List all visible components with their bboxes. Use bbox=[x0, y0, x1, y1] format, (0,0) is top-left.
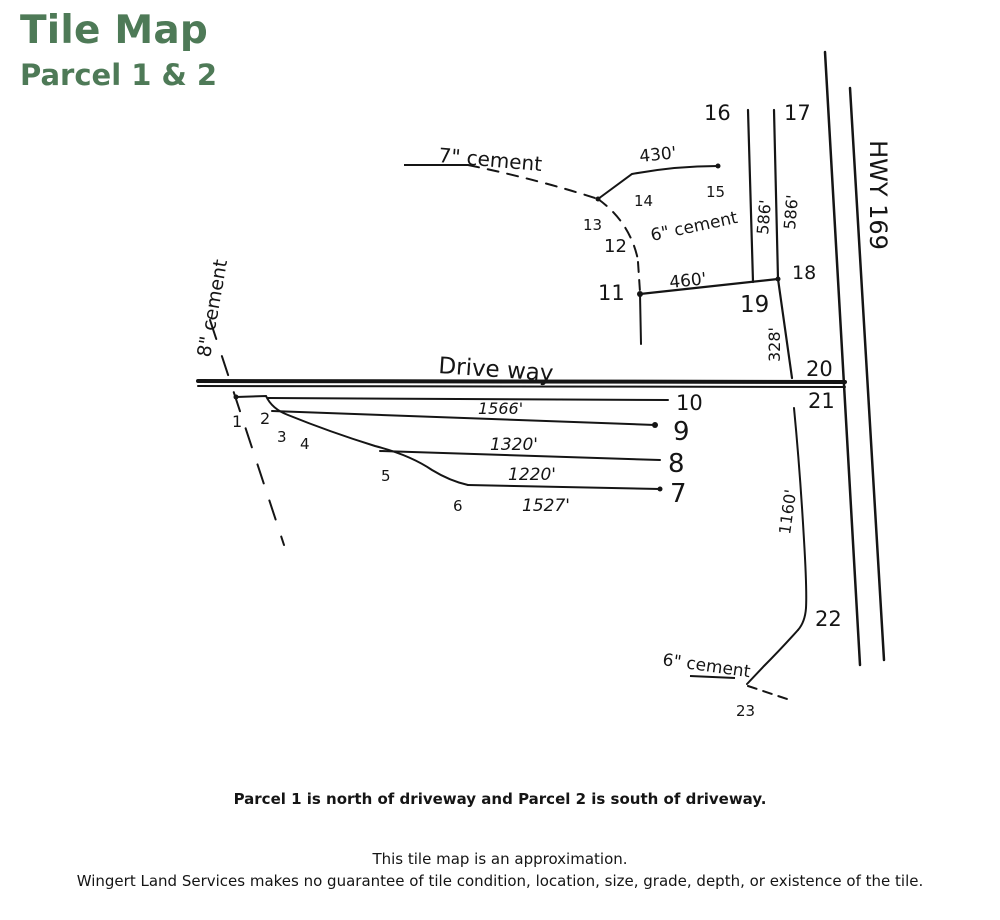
point-label-1: 1 bbox=[232, 412, 243, 431]
point-label-13: 13 bbox=[583, 216, 603, 234]
point-label-7: 7 bbox=[670, 479, 687, 509]
disclaimer-line-2: Wingert Land Services makes no guarantee of tile condition, location, size, grade, depth, or existence of the tile. bbox=[76, 872, 924, 890]
length-430: 430' bbox=[638, 143, 678, 167]
length-586-a: 586' bbox=[753, 198, 776, 236]
driveway-line-lower bbox=[198, 386, 845, 387]
point-label-19: 19 bbox=[740, 292, 770, 318]
length-460: 460' bbox=[668, 269, 708, 293]
driveway-label: Drive way bbox=[437, 353, 555, 388]
parcel-caption: Parcel 1 is north of driveway and Parcel 2 is south of driveway. bbox=[233, 790, 767, 808]
point-label-2: 2 bbox=[260, 409, 271, 428]
node-dot-18 bbox=[776, 277, 781, 282]
tile-to-10 bbox=[268, 398, 668, 400]
point-label-5: 5 bbox=[381, 467, 391, 485]
tile-16 bbox=[748, 110, 753, 282]
length-1320: 1320' bbox=[490, 435, 538, 455]
point-label-17: 17 bbox=[784, 101, 811, 125]
tile-8in-label: 8" cement bbox=[193, 257, 233, 359]
point-label-8: 8 bbox=[668, 449, 685, 479]
disclaimer bbox=[0, 848, 1000, 892]
map-title: Tile Map bbox=[20, 8, 209, 53]
point-label-15: 15 bbox=[706, 183, 726, 201]
tile-6in-lower-label: 6" cement bbox=[661, 650, 752, 683]
tile-17 bbox=[774, 110, 778, 279]
point-label-9: 9 bbox=[673, 417, 690, 447]
map-subtitle: Parcel 1 & 2 bbox=[20, 58, 218, 92]
length-586-b: 586' bbox=[780, 193, 803, 231]
point-label-18: 18 bbox=[792, 262, 817, 284]
point-label-23: 23 bbox=[736, 702, 756, 720]
point-label-21: 21 bbox=[808, 389, 835, 413]
node-dot-15 bbox=[716, 164, 721, 169]
tile-to-7 bbox=[468, 485, 660, 489]
point-label-14: 14 bbox=[634, 192, 654, 210]
node-dot-11 bbox=[637, 291, 643, 297]
tile-11-south bbox=[640, 294, 641, 344]
point-label-12: 12 bbox=[604, 236, 627, 257]
length-328: 328' bbox=[765, 327, 784, 362]
length-1527: 1527' bbox=[522, 496, 570, 516]
point-label-16: 16 bbox=[704, 101, 731, 125]
node-dot-1 bbox=[234, 395, 239, 400]
tile-12-11-dashed bbox=[638, 262, 640, 292]
tile-23-dashed bbox=[748, 686, 790, 700]
node-dot-7 bbox=[658, 487, 663, 492]
length-1566: 1566' bbox=[478, 399, 524, 418]
tile-13-15 bbox=[598, 166, 718, 199]
tile-7in-label: 7" cement bbox=[437, 143, 544, 177]
point-label-22: 22 bbox=[815, 607, 842, 631]
point-label-11: 11 bbox=[598, 281, 625, 305]
point-label-4: 4 bbox=[300, 435, 310, 453]
tile-22-23 bbox=[747, 630, 798, 684]
point-label-6: 6 bbox=[453, 497, 463, 515]
disclaimer-line-1: This tile map is an approximation. bbox=[372, 850, 628, 868]
point-label-10: 10 bbox=[676, 391, 703, 415]
length-1220: 1220' bbox=[508, 465, 556, 485]
tile-to-9 bbox=[272, 411, 655, 425]
node-dot-13 bbox=[596, 197, 601, 202]
highway-label: HWY 169 bbox=[864, 140, 892, 250]
point-label-20: 20 bbox=[806, 357, 833, 381]
tile-8in-dashed bbox=[210, 320, 284, 545]
length-1160: 1160' bbox=[775, 488, 801, 536]
node-dot-9 bbox=[652, 422, 658, 428]
tile-6in-upper-label: 6" cement bbox=[648, 207, 740, 246]
tile-main-curve bbox=[236, 396, 468, 485]
point-label-3: 3 bbox=[277, 428, 287, 446]
